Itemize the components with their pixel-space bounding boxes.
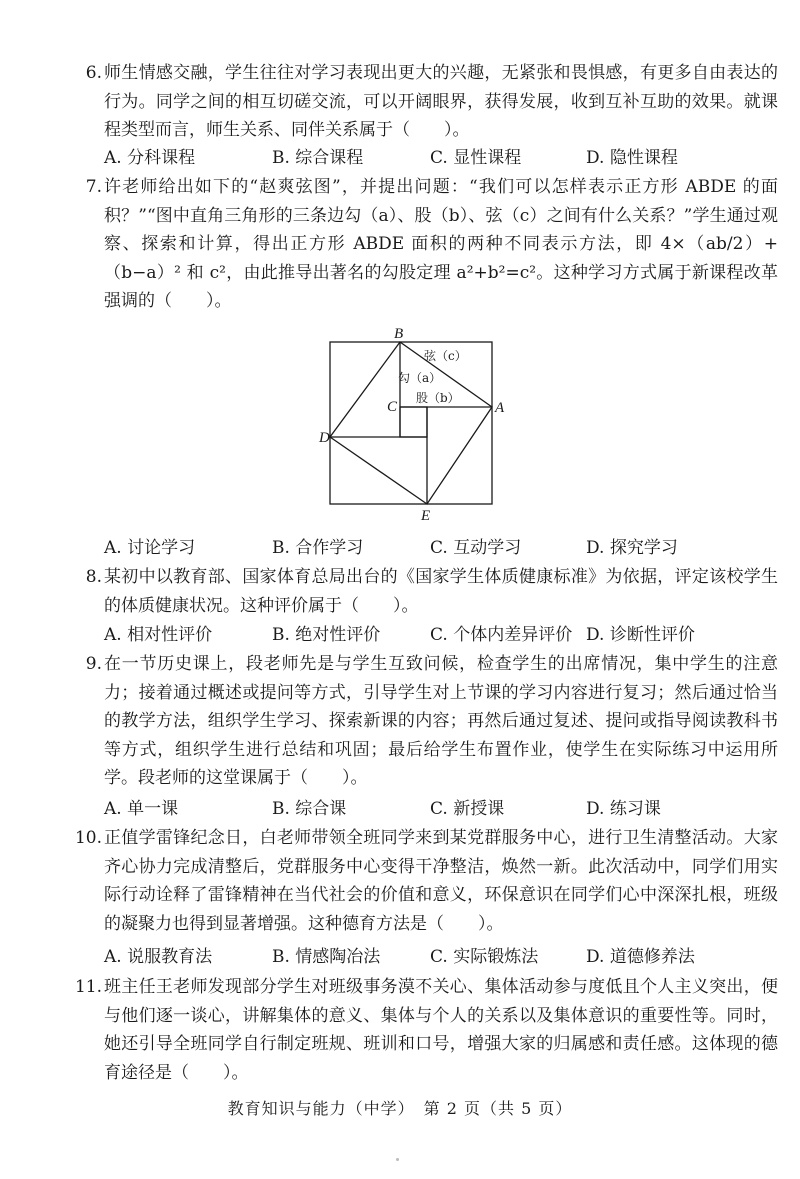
option-d[interactable]: D. 探究学习: [586, 538, 678, 558]
zhao-shuang-diagram: [318, 322, 514, 532]
page-footer: 教育知识与能力（中学） 第 2 页（共 5 页）: [227, 1099, 573, 1118]
question-number: 7.: [85, 177, 102, 197]
question-10-options: [104, 943, 764, 971]
question-6: [66, 59, 778, 145]
option-b[interactable]: B. 情感陶冶法: [272, 947, 381, 967]
question-9-options: [104, 795, 764, 823]
option-a[interactable]: A. 讨论学习: [104, 538, 196, 558]
question-11: [66, 973, 778, 1087]
question-7-options: [104, 534, 764, 562]
option-a[interactable]: A. 分科课程: [104, 148, 196, 168]
option-c[interactable]: C. 实际锻炼法: [430, 947, 539, 967]
label-c: C: [387, 399, 398, 415]
question-10: [66, 824, 778, 938]
question-text: 某初中以教育部、国家体育总局出台的《国家学生体质健康标准》为依据，评定该校学生的体质健康状况。这种评价属于（ ）。: [104, 567, 778, 616]
question-7: [66, 173, 778, 316]
option-b[interactable]: B. 绝对性评价: [272, 625, 381, 645]
question-6-options: [104, 144, 764, 172]
question-number: 10.: [74, 828, 102, 848]
short-leg-label: 勾（a）: [398, 371, 442, 385]
diagram-svg: [318, 322, 514, 532]
hypotenuse-label: 弦（c）: [424, 349, 467, 363]
option-c[interactable]: C. 显性课程: [430, 148, 522, 168]
question-text: 许老师给出如下的“赵爽弦图”，并提出问题：“我们可以怎样表示正方形 ABDE 的面积？”“图中直角三角形的三条边勾（a）、股（b）、弦（c）之间有什么关系？”学生通过观察、探索和计算，得出正方形 ABDE 面积的两种不同表示方法，即 4×（ab/2）+（b−a）² 和 c²，由此推导出著名的勾股定理 a²+b²=c²。这种学习方式属于新课程改革强调的（ ）。: [104, 177, 778, 311]
question-text: 师生情感交融，学生往往对学习表现出更大的兴趣，无紧张和畏惧感，有更多自由表达的行为。同学之间的相互切磋交流，可以开阔眼界，获得发展，收到互补互助的效果。就课程类型而言，师生关系、同伴关系属于（ ）。: [104, 63, 778, 140]
label-d: D: [319, 430, 330, 446]
question-text: 正值学雷锋纪念日，白老师带领全班同学来到某党群服务中心，进行卫生清整活动。大家齐心协力完成清整后，党群服务中心变得干净整洁，焕然一新。此次活动中，同学们用实际行动诠释了雷锋精神在当代社会的价值和意义，环保意识在同学们心中深深扎根，班级的凝聚力也得到显著增强。这种德育方法是（ ）。: [104, 828, 778, 934]
label-b: B: [394, 326, 404, 342]
question-8: [66, 563, 778, 620]
question-number: 11.: [74, 977, 102, 997]
option-c[interactable]: C. 个体内差异评价: [430, 625, 573, 645]
option-d[interactable]: D. 诊断性评价: [586, 625, 695, 645]
question-number: 8.: [85, 567, 102, 587]
label-a: A: [495, 400, 505, 416]
inner-square: [400, 407, 427, 437]
option-a[interactable]: A. 说服教育法: [104, 947, 213, 967]
outer-square: [330, 342, 492, 504]
square-abde: [330, 342, 492, 504]
option-c[interactable]: C. 新授课: [430, 799, 505, 819]
long-leg-label: 股（b）: [416, 391, 460, 405]
question-text: 在一节历史课上，段老师先是与学生互致问候，检查学生的出席情况，集中学生的注意力；接着通过概述或提问等方式，引导学生对上节课的学习内容进行复习；然后通过恰当的教学方法，组织学生学习、探索新课的内容；再然后通过复述、提问或指导阅读教科书等方式，组织学生进行总结和巩固；最后给学生布置作业，使学生在实际练习中运用所学。段老师的这堂课属于（ ）。: [104, 654, 778, 788]
option-d[interactable]: D. 道德修养法: [586, 947, 695, 967]
question-number: 9.: [85, 654, 102, 674]
question-9: [66, 650, 778, 793]
option-b[interactable]: B. 综合课程: [272, 148, 364, 168]
option-a[interactable]: A. 单一课: [104, 799, 179, 819]
question-text: 班主任王老师发现部分学生对班级事务漠不关心、集体活动参与度低且个人主义突出，便与他们逐一谈心，讲解集体的意义、集体与个人的关系以及集体意识的重要性等。同时，她还引导全班同学自行制定班规、班训和口号，增强大家的归属感和责任感。这体现的德育途径是（ ）。: [104, 977, 778, 1083]
option-b[interactable]: B. 综合课: [272, 799, 347, 819]
question-8-options: [104, 621, 764, 649]
option-a[interactable]: A. 相对性评价: [104, 625, 213, 645]
option-d[interactable]: D. 隐性课程: [586, 148, 678, 168]
option-d[interactable]: D. 练习课: [586, 799, 661, 819]
option-c[interactable]: C. 互动学习: [430, 538, 522, 558]
scan-dot: [396, 1158, 399, 1161]
option-b[interactable]: B. 合作学习: [272, 538, 364, 558]
question-number: 6.: [85, 63, 102, 83]
label-e: E: [421, 508, 431, 524]
